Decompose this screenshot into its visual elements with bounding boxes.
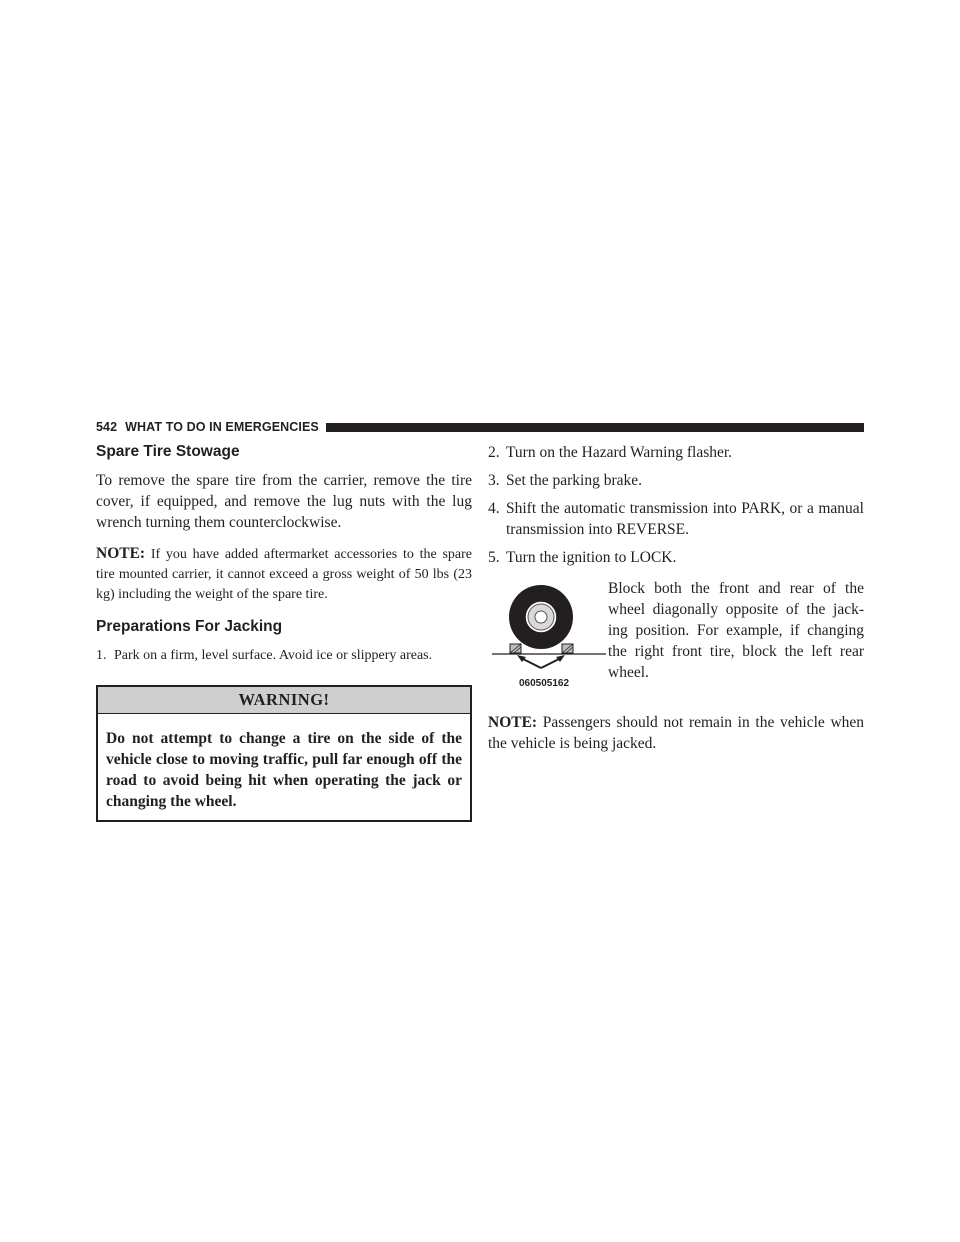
step-number: 4.: [488, 500, 500, 517]
note-text: Passengers should not remain in the vehicle when the vehicle is being jacked.: [488, 714, 865, 752]
note-label: NOTE:: [96, 545, 146, 562]
step-5: [488, 547, 864, 568]
step-text: Park on a firm, level surface. Avoid ice or slippery areas.: [114, 648, 433, 663]
heading-preparations-for-jacking: Preparations For Jacking: [96, 618, 283, 635]
warning-title: WARNING!: [98, 687, 470, 714]
step-text: Set the parking brake.: [506, 472, 643, 489]
running-header: [96, 420, 864, 434]
section-title: WHAT TO DO IN EMERGENCIES: [125, 420, 319, 434]
step-text: Turn on the Hazard Warning flasher.: [506, 444, 733, 461]
step-number: 1.: [96, 648, 107, 663]
note-aftermarket-accessories: [96, 544, 472, 605]
paragraph-spare-tire-removal: To remove the spare tire from the carrier, remove the tire cover, if equipped, and remove the lug nuts with the lug wrench turning them counterclockwise.: [96, 472, 472, 531]
wheel-block-figure-row: [488, 578, 864, 688]
wheel-chock-icon: [488, 578, 608, 678]
heading-spare-tire-stowage: Spare Tire Stowage: [96, 443, 240, 460]
step-text: Turn the ignition to LOCK.: [506, 549, 677, 566]
figure-id: 060505162: [519, 678, 570, 689]
header-rule: [326, 423, 864, 432]
left-column: [96, 440, 472, 822]
warning-text: Do not attempt to change a tire on the side of the vehicle close to moving traffic, pull far enough off the road to avoid being hit when operating the jack or changing the wheel.: [106, 730, 462, 810]
note-passengers: [488, 712, 864, 754]
note-label: NOTE:: [488, 714, 538, 731]
right-column: [488, 440, 864, 754]
step-text: Shift the automatic transmission into PARK, or a manual transmission into REVERSE.: [506, 500, 864, 538]
step-3: [488, 470, 864, 491]
step-number: 3.: [488, 472, 500, 489]
wheel-chock-illustration: [488, 578, 608, 688]
step-2: [488, 442, 864, 463]
warning-box: [96, 685, 472, 822]
note-text: If you have added aftermarket accessories to the spare tire mounted carrier, it cannot exceed a gross weight of 50 lbs (23 kg) including the weight of the spare tire.: [96, 547, 473, 602]
step-1: [96, 645, 472, 666]
step-number: 2.: [488, 444, 500, 461]
step-4: [488, 498, 864, 540]
page-number: 542: [96, 420, 118, 434]
step-number: 5.: [488, 549, 500, 566]
figure-caption-text: Block both the front and rear of the wheel diagonally opposite of the jack- ing position. For example, if changing the right front tire, block the left rear wheel.: [608, 580, 864, 681]
